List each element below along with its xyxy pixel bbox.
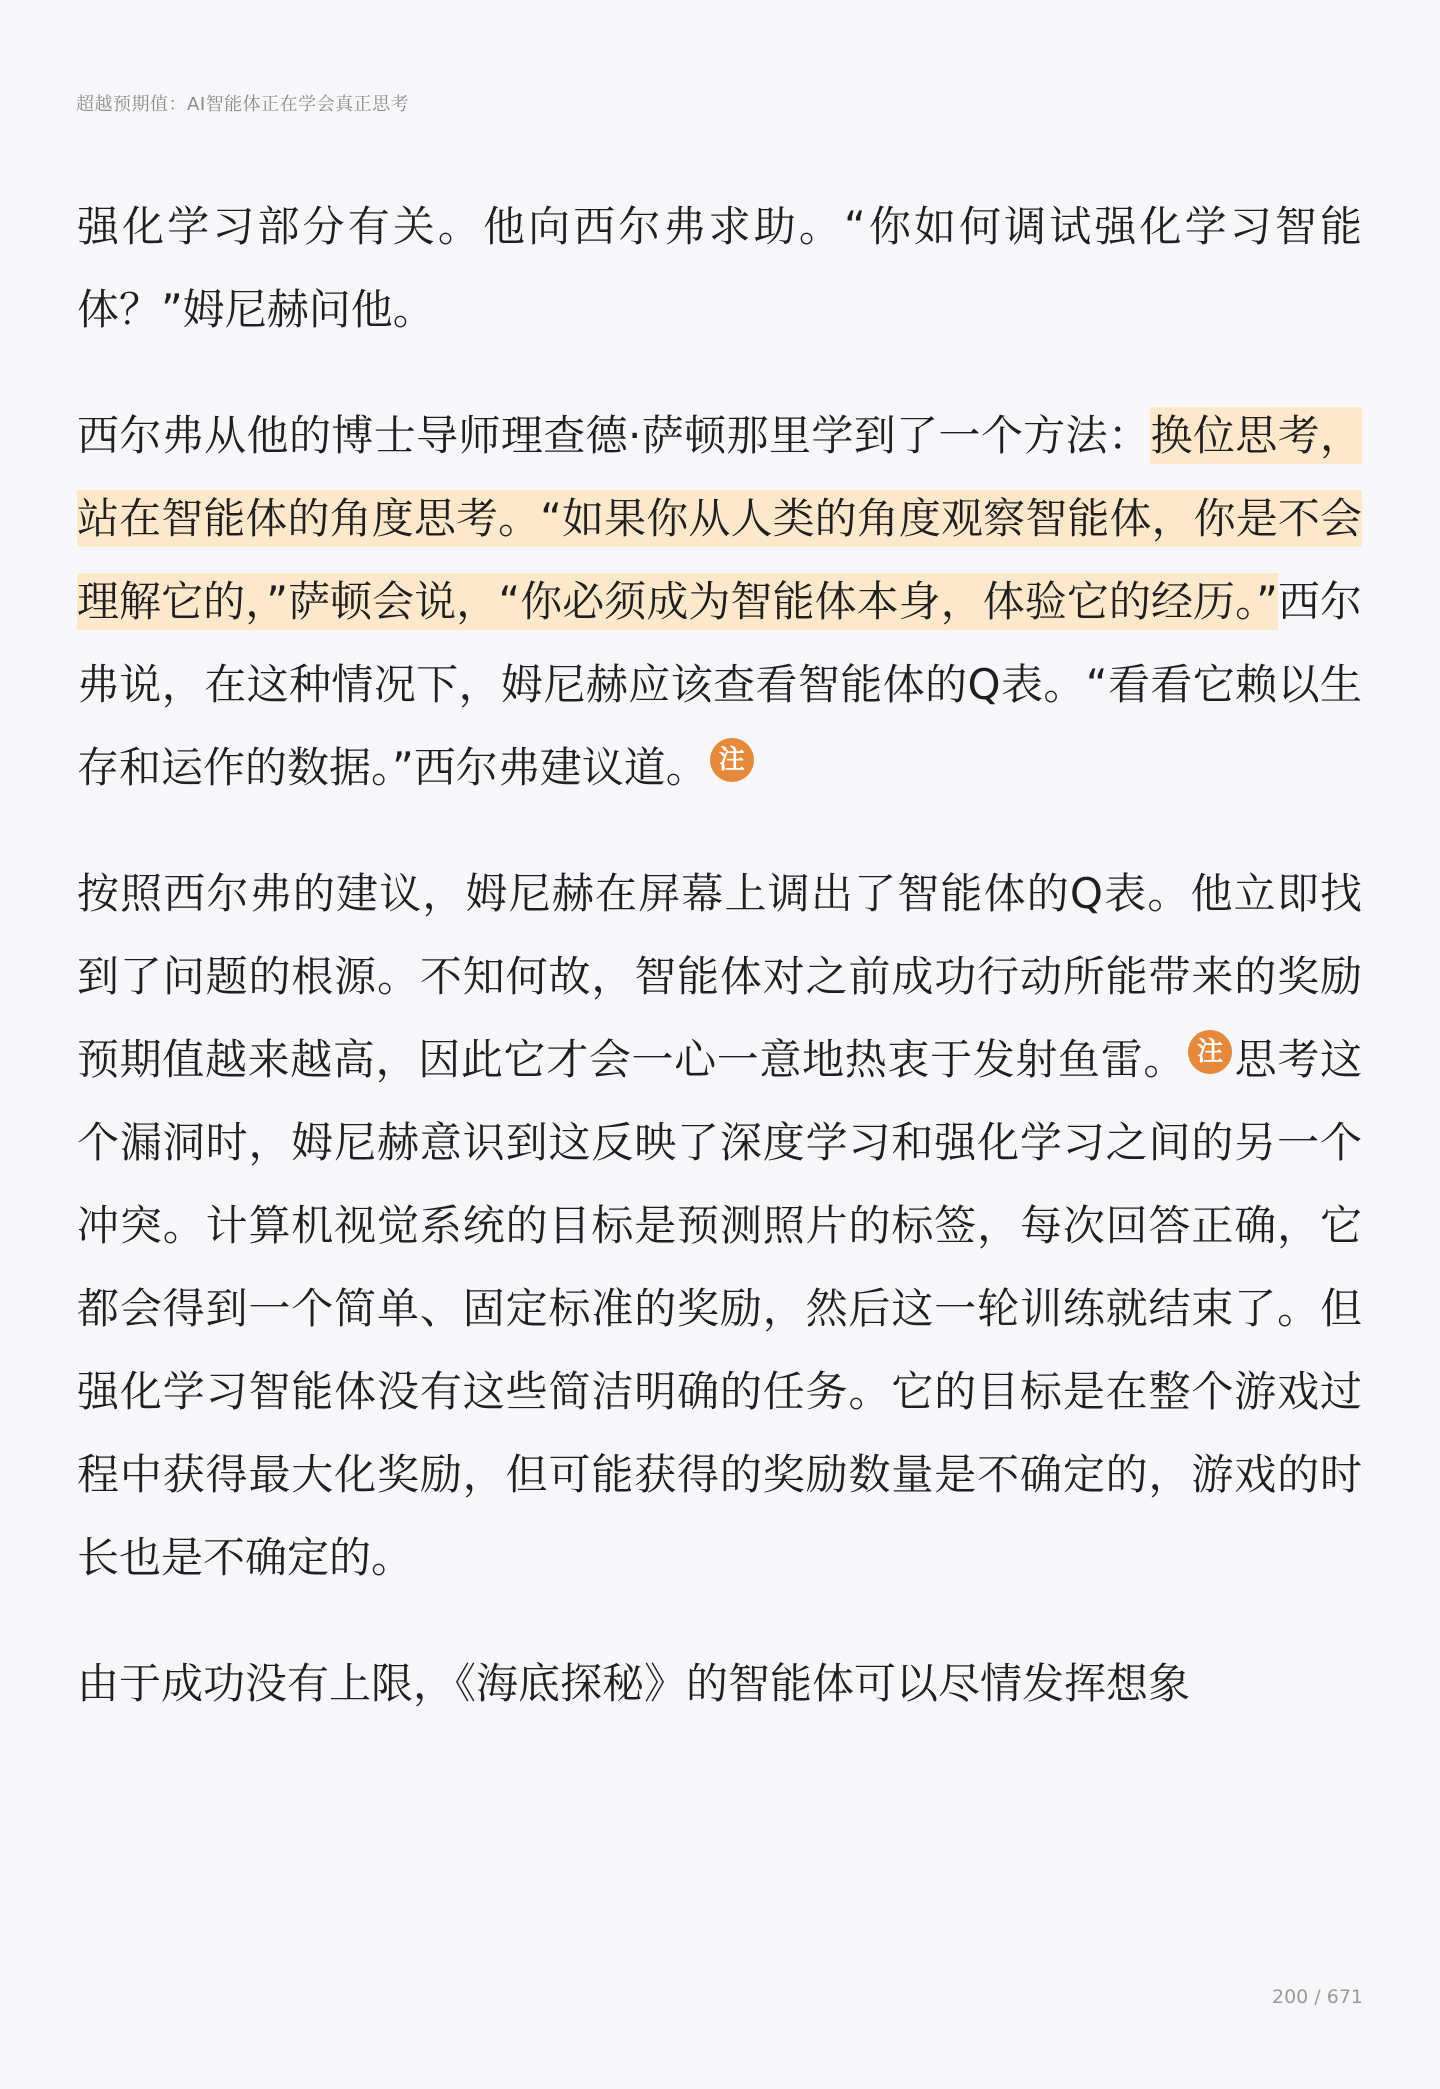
paragraph-4: 由于成功没有上限，《海底探秘》的智能体可以尽情发挥想象 [77,1659,1191,1708]
paragraph-1: 强化学习部分有关。他向西尔弗求助。“你如何调试强化学习智能体？”姆尼赫问他。 [77,202,1362,334]
note-icon[interactable]: 注 [710,738,754,782]
paragraph-2-text-after: 西尔弗说，在这种情况下，姆尼赫应该查看智能体的Q表。“看看它赖以生存和运作的数据。”西尔弗建议道。 [77,577,1362,792]
paragraph-2-text-before: 西尔弗从他的博士导师理查德·萨顿那里学到了一个方法： [77,411,1151,460]
paragraph-2 [77,394,1362,809]
paragraph-3-text-before: 按照西尔弗的建议，姆尼赫在屏幕上调出了智能体的Q表。他立即找到了问题的根源。不知何故，智能体对之前成功行动所能带来的奖励预期值越来越高，因此它才会一心一意地热衷于发射鱼雷。 [77,869,1362,1084]
note-icon[interactable]: 注 [1188,1030,1232,1074]
paragraph-3 [77,852,1362,1599]
page-content [77,185,1362,1768]
book-chapter-title: 超越预期值：AI智能体正在学会真正思考 [76,94,410,115]
paragraph-3-text-after: 思考这个漏洞时，姆尼赫意识到这反映了深度学习和强化学习之间的另一个冲突。计算机视觉系统的目标是预测照片的标签，每次回答正确，它都会得到一个简单、固定标准的奖励，然后这一轮训练就结束了。但强化学习智能体没有这些简洁明确的任务。它的目标是在整个游戏过程中获得最大化奖励，但可能获得的奖励数量是不确定的，游戏的时长也是不确定的。 [77,1035,1362,1582]
highlighted-text[interactable]: 换位思考，站在智能体的角度思考。“如果你从人类的角度观察智能体，你是不会理解它的，”萨顿会说，“你必须成为智能体本身，体验它的经历。” [77,407,1362,630]
page-indicator: 200 / 671 [1271,1986,1363,2008]
